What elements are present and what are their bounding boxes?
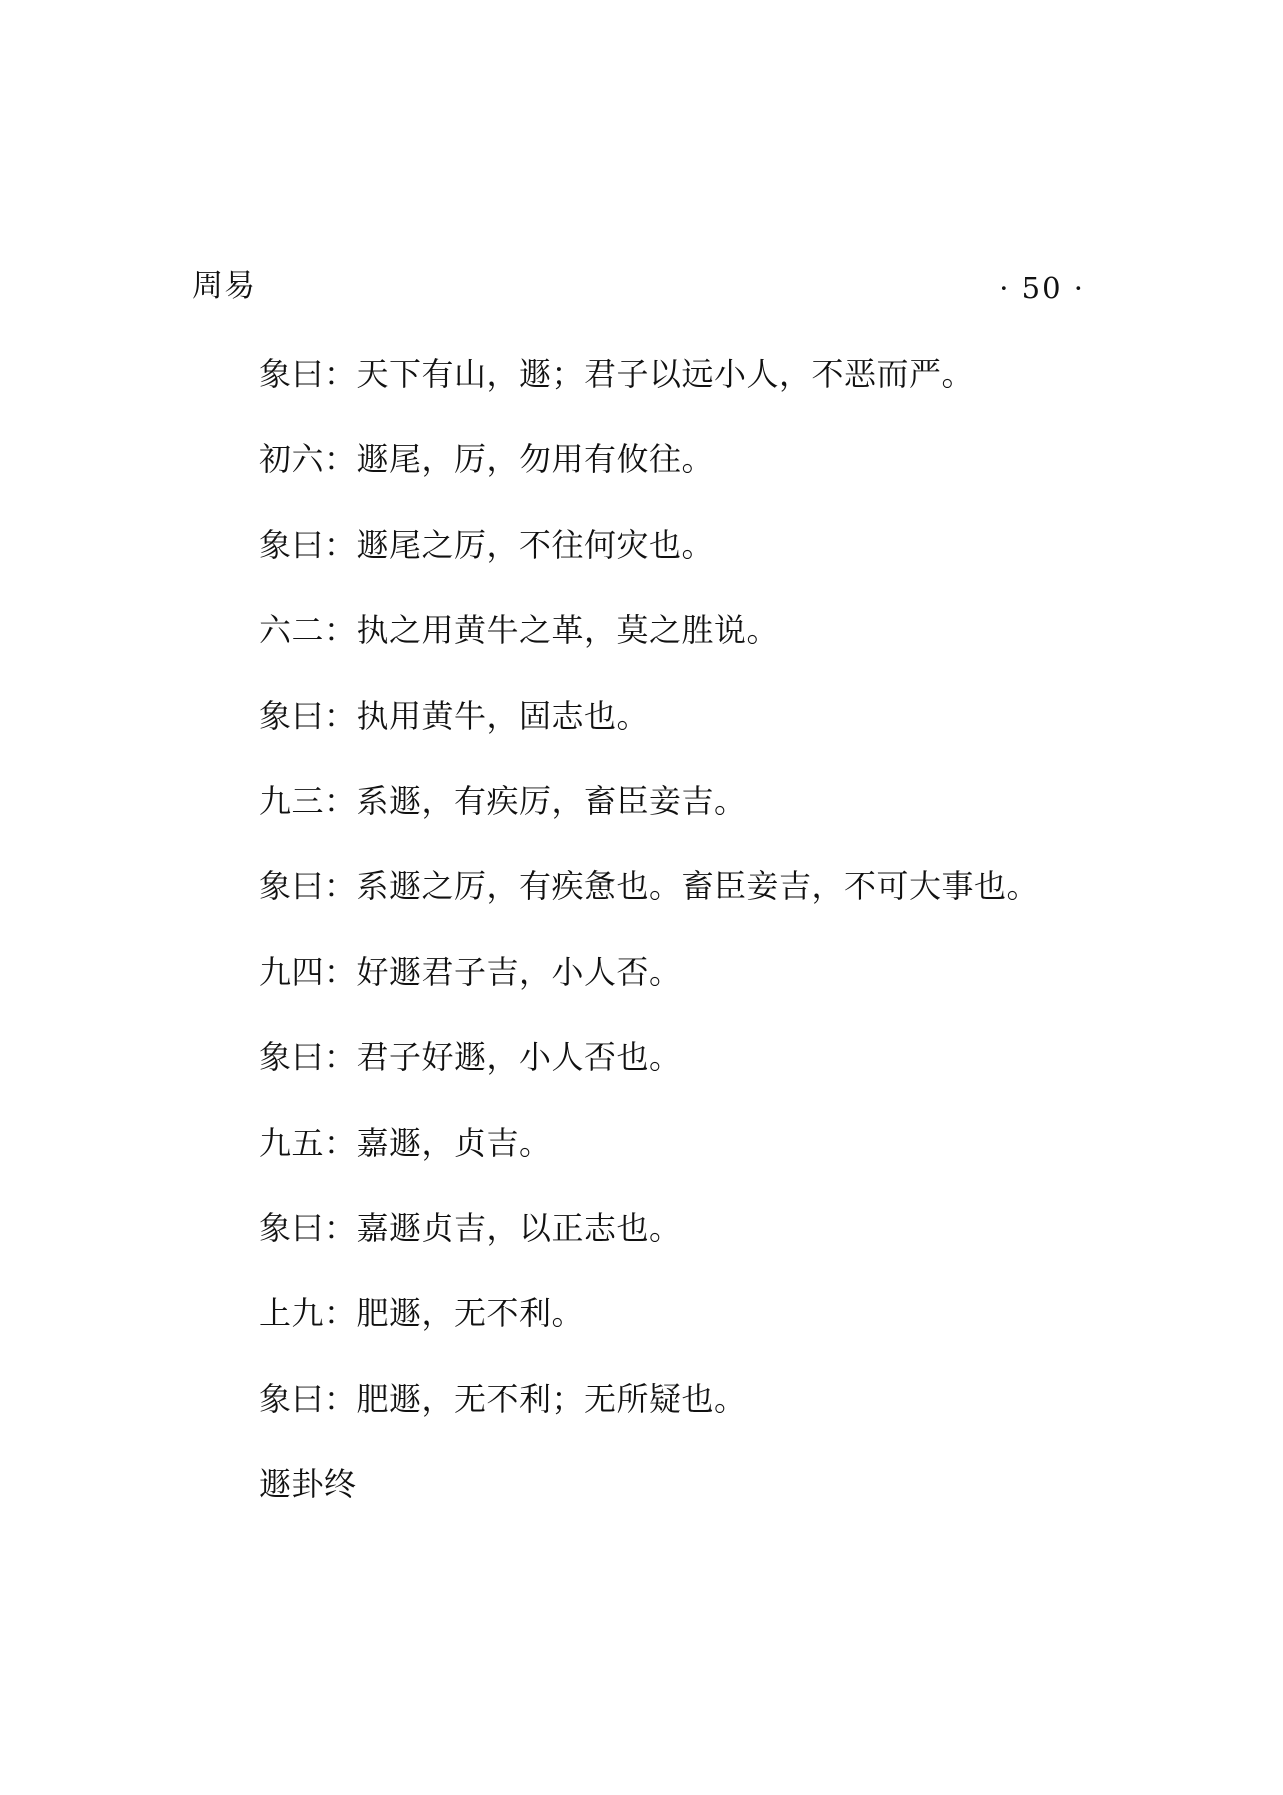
text-line: 六二：执之用黄牛之革，莫之胜说。	[259, 611, 780, 650]
section-end-line: 遯卦终	[259, 1465, 357, 1504]
text-line: 象曰：执用黄牛，固志也。	[259, 696, 650, 735]
running-header-title: 周易	[192, 268, 256, 304]
text-line: 象曰：遯尾之厉，不往何灾也。	[259, 525, 715, 564]
text-line: 九五：嘉遯，贞吉。	[259, 1123, 552, 1162]
body-text	[259, 352, 1139, 1547]
text-line: 象曰：天下有山，遯；君子以远小人，不恶而严。	[259, 355, 975, 393]
text-line: 上九：肥遯，无不利。	[259, 1294, 585, 1333]
text-line: 象曰：君子好遯，小人否也。	[259, 1038, 682, 1077]
text-line: 九四：好遯君子吉，小人否。	[259, 952, 682, 991]
text-line: 九三：系遯，有疾厉，畜臣妾吉。	[259, 781, 747, 820]
text-line: 象曰：肥遯，无不利；无所疑也。	[259, 1379, 747, 1418]
page-number: · 50 ·	[999, 271, 1085, 305]
text-line: 象曰：嘉遯贞吉，以正志也。	[259, 1208, 682, 1247]
text-line: 初六：遯尾，厉，勿用有攸往。	[259, 440, 715, 479]
text-line: 象曰：系遯之厉，有疾惫也。畜臣妾吉，不可大事也。	[259, 867, 1040, 906]
